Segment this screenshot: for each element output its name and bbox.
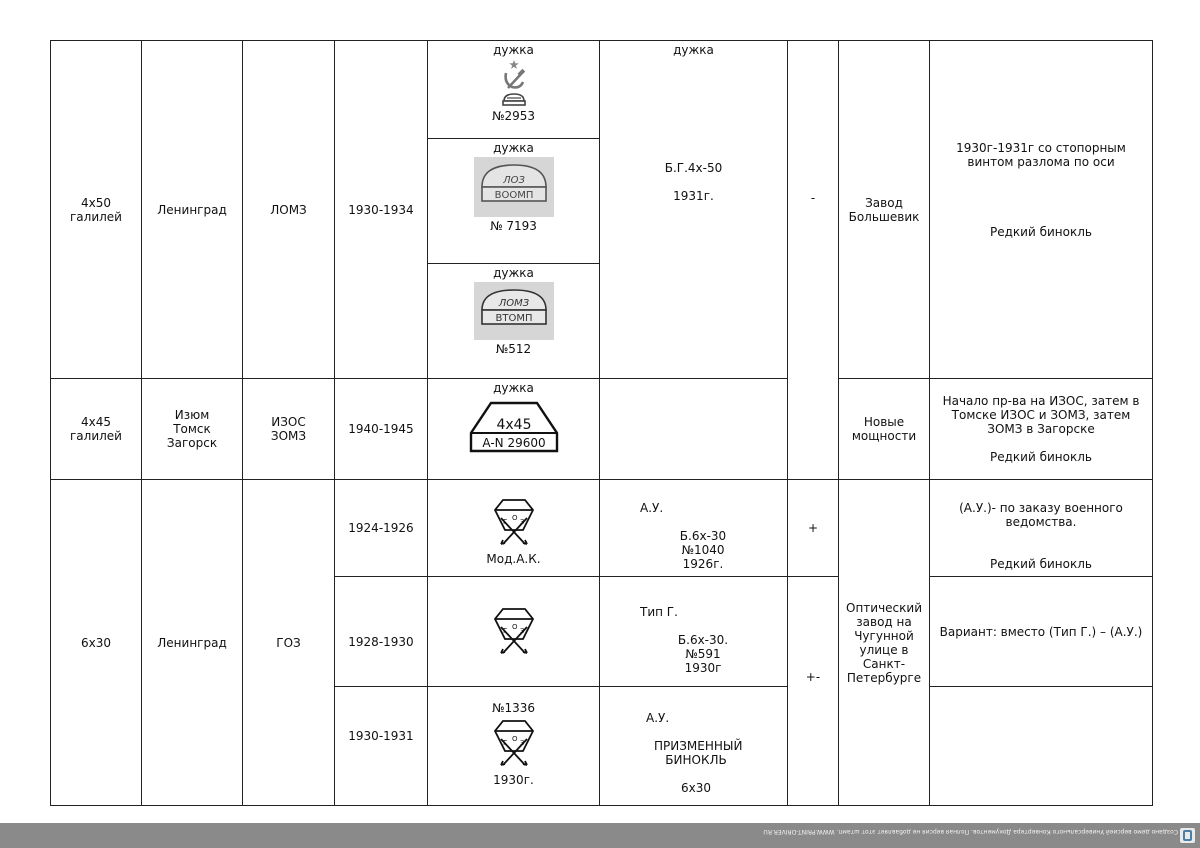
logo-letter-o: О [511,514,518,522]
rarity-text: Редкий бинокль [990,557,1092,571]
grade-cell [788,480,839,577]
year-text: 1931г. [673,189,714,203]
years-cell [335,41,428,379]
description-head: А.У. [646,711,670,725]
description-cell [600,379,788,480]
grade-cell [788,577,839,806]
rarity-text: Редкий бинокль [990,224,1092,239]
description-cell [600,577,788,687]
footer-watermark-text: Создано демо версией Универсального Конвертера Документов. Полная версия не добавляет этот штамп. WWW.PRINT-DRIVER.RU [763,828,1178,835]
mark-cell [428,139,600,264]
note-cell [930,379,1153,480]
plate-stamp-icon [474,157,554,217]
mark-cell [428,379,600,480]
mark-number: №2953 [491,109,536,123]
logo-letter-z: З [519,518,524,526]
description-head: А.У. [640,501,664,515]
description-head: Тип Г. [640,604,678,619]
mark-caption: Мод.А.К. [486,552,541,566]
mark-cell [428,480,600,577]
city-cell [142,379,243,480]
years-text: 1940-1945 [348,422,414,436]
logo-letter-g: Г [502,626,507,635]
plate-stamp-icon [474,282,554,340]
years-cell [335,687,428,806]
size-text: 4x45 галилей [70,415,122,443]
maker-text: ЛОМЗ [270,202,307,217]
years-cell [335,480,428,577]
years-cell [335,379,428,480]
note-cell [930,577,1153,687]
mark-label: дужка [493,141,534,155]
logo-letter-g: Г [502,518,507,526]
mark-number: №1336 [491,701,536,715]
grade-text: +- [805,670,821,684]
logo-letter-o: О [511,622,518,631]
hammer-sickle-star-icon [494,59,534,107]
city-cell [142,41,243,379]
years-text: 1930-1931 [348,729,414,743]
mark-number: № 7193 [490,219,537,233]
mark-number: №512 [495,342,532,356]
size-cell [51,41,142,379]
mark-label: дужка [493,43,534,57]
logo-letter-z: З [519,626,524,635]
plate-text-top: ЛОМЗ [498,298,529,309]
mark-caption: 1930г. [493,773,534,787]
table-row [51,41,1153,139]
size-text: 4x50 галилей [70,195,122,224]
description-body: Б.6х-30 №1040 1926г. [679,529,727,571]
rarity-text: Редкий бинокль [990,450,1092,464]
factory-text: Завод Большевик [848,195,920,224]
mark-cell [428,264,600,379]
description-cell [600,480,788,577]
size-cell [51,480,142,806]
factory-cell [839,480,930,806]
years-text: 1928-1930 [348,634,414,649]
maker-text: ИЗОС ЗОМЗ [270,415,307,443]
city-cell [142,480,243,806]
maker-cell [243,41,335,379]
note-text: Начало пр-ва на ИЗОС, затем в Томске ИЗОС и ЗОМЗ, затем ЗОМЗ в Загорске [942,394,1140,436]
mark-cell [428,577,600,687]
footer-bar [0,823,1200,848]
description-body: Б.6х-30. №591 1930г [677,632,729,675]
years-text: 1930-1934 [348,202,414,217]
city-text: Изюм Томск Загорск [166,408,218,450]
size-text: 6x30 [80,635,111,650]
note-cell [930,41,1153,379]
grade-text: + [807,521,819,535]
years-cell [335,577,428,687]
table-row [51,480,1153,577]
factory-cell [839,41,930,379]
factory-cell [839,379,930,480]
maker-cell [243,379,335,480]
description-cell [600,687,788,806]
plate-stamp-icon [467,397,561,457]
note-cell [930,480,1153,577]
model-text: Б.Г.4х-50 [664,161,723,175]
table-row [51,379,1153,480]
model-text: 6х30 [680,781,711,795]
mark-cell [428,41,600,139]
plate-text-bottom: ВТОМП [495,313,532,324]
mark-cell [428,687,600,806]
logo-letter-g: Г [502,739,507,747]
factory-text: Оптический завод на Чугунной улице в Санкт- Петербурге [846,600,922,685]
note-text: 1930г-1931г со стопорным винтом разлома по оси [956,140,1126,169]
note-text: (А.У.)- по заказу военного ведомства. [959,501,1123,529]
goz-logo-icon [489,496,539,550]
mark-label: дужка [493,266,534,280]
factory-text: Новые мощности [851,415,917,443]
grade-text: - [810,191,816,205]
size-cell [51,379,142,480]
binocular-catalog-table [50,40,1153,806]
note-cell [930,687,1153,806]
maker-cell [243,480,335,806]
years-text: 1924-1926 [348,521,414,535]
grade-cell [788,41,839,480]
city-text: Ленинград [157,202,227,217]
converter-logo-icon [1180,828,1195,843]
plate-text-bottom: ВООМП [494,190,533,201]
maker-text: ГОЗ [276,635,301,650]
description-cell [600,41,788,379]
plate-text-top: 4x45 [495,417,532,433]
goz-logo-icon [489,605,539,659]
goz-logo-icon [489,717,539,771]
logo-letter-z: З [519,739,524,747]
description-label: дужка [673,43,714,57]
plate-text-bottom: A-N 29600 [481,436,546,450]
logo-letter-o: О [511,735,518,743]
plate-text-top: ЛОЗ [502,175,525,186]
city-text: Ленинград [157,635,227,650]
description-body: ПРИЗМЕННЫЙ БИНОКЛЬ [654,739,743,767]
mark-label: дужка [493,381,534,395]
note-text: Вариант: вместо (Тип Г.) – (А.У.) [939,624,1143,639]
